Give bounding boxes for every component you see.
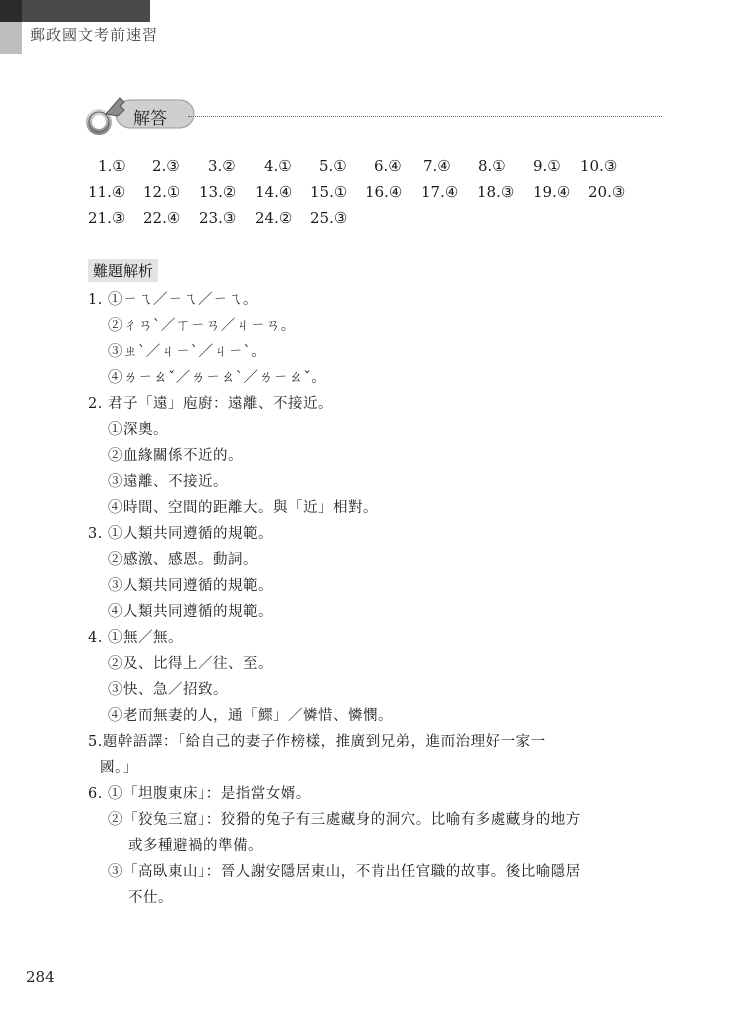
- explanation-line: 6. ①「坦腹東床」：是指當女婿。: [88, 786, 311, 802]
- answer-item: 23.③: [199, 209, 237, 227]
- header-grey-bar: [22, 0, 150, 22]
- explanation-line: ③快、急／招致。: [108, 682, 228, 698]
- answer-item: 14.④: [255, 183, 293, 201]
- answer-item: 24.②: [255, 209, 293, 227]
- answer-item: 10.③: [580, 157, 618, 175]
- explanation-line: ④ㄌㄧㄠˇ／ㄌㄧㄠˋ／ㄌㄧㄠˇ。: [108, 370, 327, 386]
- answer-row: [88, 209, 688, 233]
- book-title: 郵政國文考前速習: [30, 26, 159, 44]
- explanation-line: ④人類共同遵循的規範。: [108, 604, 273, 620]
- explanation-line: ③遠離、不接近。: [108, 474, 228, 490]
- explanation-line: 不仕。: [128, 890, 173, 906]
- answer-item: 25.③: [310, 209, 348, 227]
- explanation-line: ④老而無妻的人，通「鰥」／憐惜、憐憫。: [108, 708, 393, 724]
- answer-item: 9.①: [533, 157, 561, 175]
- answer-item: 8.①: [478, 157, 506, 175]
- answer-item: 13.②: [199, 183, 237, 201]
- explanation-line: 2. 君子「遠」庖廚：遠離、不接近。: [88, 396, 333, 412]
- answer-item: 15.①: [310, 183, 348, 201]
- answer-item: 2.③: [152, 157, 180, 175]
- answer-item: 4.①: [264, 157, 292, 175]
- explanation-heading: 難題解析: [88, 259, 158, 282]
- answer-item: 7.④: [423, 157, 451, 175]
- answer-item: 17.④: [421, 183, 459, 201]
- answer-item: 21.③: [88, 209, 126, 227]
- answer-item: 18.③: [477, 183, 515, 201]
- explanation-line: ③人類共同遵循的規範。: [108, 578, 273, 594]
- answer-item: 5.①: [319, 157, 347, 175]
- explanation-line: ③ㄓˋ／ㄐㄧˋ／ㄐㄧˋ。: [108, 344, 267, 360]
- answer-item: 3.②: [208, 157, 236, 175]
- explanation-line: ②血緣關係不近的。: [108, 448, 243, 464]
- answer-item: 11.④: [88, 183, 126, 201]
- explanation-line: 5.題幹語譯：「給自己的妻子作榜樣，推廣到兄弟，進而治理好一家一: [88, 734, 546, 750]
- answer-item: 16.④: [365, 183, 403, 201]
- answer-row: [88, 183, 688, 207]
- explanation-line: ②「狡兔三窟」：狡猾的兔子有三處藏身的洞穴。比喻有多處藏身的地方: [108, 812, 581, 828]
- answer-item: 19.④: [533, 183, 571, 201]
- explanation-line: ①深奧。: [108, 422, 168, 438]
- answer-item: 22.④: [143, 209, 181, 227]
- explanation-line: ②及、比得上／往、至。: [108, 656, 273, 672]
- explanation-line: ②感激、感恩。動詞。: [108, 552, 258, 568]
- answer-item: 1.①: [98, 157, 126, 175]
- page-number: 284: [26, 968, 55, 986]
- dotted-divider: [188, 116, 662, 117]
- explanation-line: ④時間、空間的距離大。與「近」相對。: [108, 500, 378, 516]
- explanation-line: 國。」: [100, 760, 138, 776]
- header-side-tab: [0, 22, 22, 54]
- explanation-line: 3. ①人類共同遵循的規範。: [88, 526, 273, 542]
- explanation-line: 1. ①ㄧㄟ／ㄧㄟ／ㄧㄟ。: [88, 292, 258, 308]
- explanation-line: ②ㄔㄢˋ／ㄒㄧㄢ／ㄐㄧㄢ。: [108, 318, 296, 334]
- answer-row: [88, 157, 688, 181]
- answer-item: 6.④: [374, 157, 402, 175]
- explanation-line: 或多種避禍的準備。: [128, 838, 263, 854]
- explanation-line: ③「高臥東山」：晉人謝安隱居東山，不肯出任官職的故事。後比喻隱居: [108, 864, 581, 880]
- explanation-line: 4. ①無／無。: [88, 630, 183, 646]
- header-dark-block: [0, 0, 22, 22]
- answer-item: 12.①: [143, 183, 181, 201]
- answer-heading: 解答: [133, 109, 167, 129]
- answer-item: 20.③: [588, 183, 626, 201]
